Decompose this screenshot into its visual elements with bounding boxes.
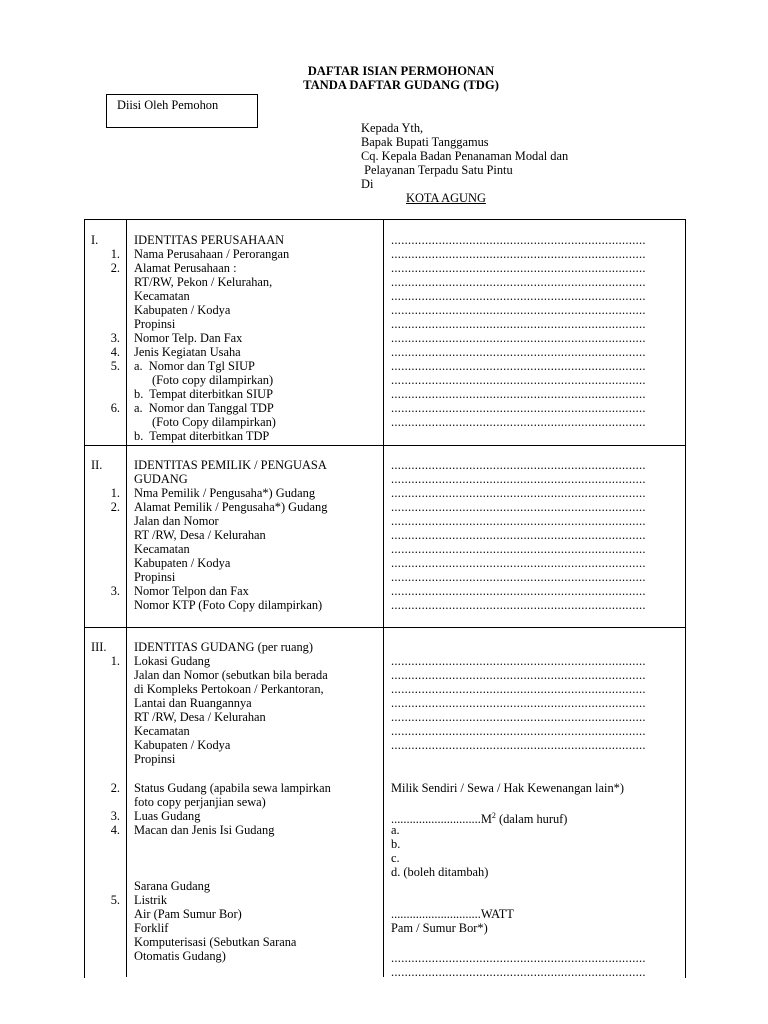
fill-in-line[interactable]: ........................................................................... xyxy=(391,738,646,752)
field-label: Alamat Perusahaan : xyxy=(134,261,237,275)
field-label: Nma Pemilik / Pengusaha*) Gudang xyxy=(134,486,316,500)
fill-in-line[interactable]: ........................................................................... xyxy=(391,317,646,331)
field-label: Lantai dan Ruangannya xyxy=(134,696,252,710)
section-1-heading: IDENTITAS PERUSAHAAN xyxy=(134,233,285,247)
field-label: Nomor KTP (Foto Copy dilampirkan) xyxy=(134,598,323,612)
field-label: Propinsi xyxy=(134,317,176,331)
fill-in-line[interactable]: ........................................................................... xyxy=(391,486,646,500)
item-number: 2. xyxy=(110,500,120,514)
column-divider-1 xyxy=(126,219,127,977)
field-label: a. Nomor dan Tgl SIUP xyxy=(134,359,255,373)
fill-in-line[interactable]: ........................................................................... xyxy=(391,598,646,612)
section-divider-1 xyxy=(84,445,685,446)
section-2-heading: IDENTITAS PEMILIK / PENGUASA xyxy=(134,458,327,472)
fill-in-line[interactable]: ........................................................................... xyxy=(391,682,646,696)
fill-in-line[interactable]: ........................................................................... xyxy=(391,696,646,710)
address-line-5: Di xyxy=(361,177,374,191)
field-label: b. Tempat diterbitkan SIUP xyxy=(134,387,273,401)
fill-in-line[interactable]: ........................................................................... xyxy=(391,233,646,247)
section-1-roman: I. xyxy=(91,233,99,247)
fill-in-line[interactable]: ........................................................................... xyxy=(391,359,646,373)
address-line-1: Kepada Yth, xyxy=(361,121,424,135)
fill-in-line[interactable]: ........................................................................... xyxy=(391,951,646,965)
fill-in-line[interactable]: ........................................................................... xyxy=(391,584,646,598)
section-divider-2 xyxy=(84,627,685,628)
item-number: 4. xyxy=(110,823,120,837)
field-label: Otomatis Gudang) xyxy=(134,949,226,963)
item-number: 1. xyxy=(110,654,120,668)
item-number: 1. xyxy=(110,486,120,500)
electricity-fill-in[interactable]: .............................WATT xyxy=(391,907,514,921)
area-fill-in[interactable] xyxy=(391,809,567,826)
status-options[interactable]: Milik Sendiri / Sewa / Hak Kewenangan lain*) xyxy=(391,781,624,795)
contents-item-a[interactable]: a. xyxy=(391,823,400,837)
column-divider-2 xyxy=(383,219,384,977)
item-number: 6. xyxy=(110,401,120,415)
fill-in-line[interactable]: ........................................................................... xyxy=(391,345,646,359)
field-label: Jenis Kegiatan Usaha xyxy=(134,345,241,359)
form-subtitle: TANDA DAFTAR GUDANG (TDG) xyxy=(303,78,499,92)
fill-in-line[interactable]: ........................................................................... xyxy=(391,528,646,542)
item-number: 3. xyxy=(110,331,120,345)
area-note: (dalam huruf) xyxy=(495,812,568,827)
field-label: Listrik xyxy=(134,893,168,907)
field-label: Propinsi xyxy=(134,752,176,766)
fill-in-line[interactable]: ........................................................................... xyxy=(391,275,646,289)
item-number: 5. xyxy=(110,359,120,373)
field-label: Sarana Gudang xyxy=(134,879,211,893)
fill-in-line[interactable]: ........................................................................... xyxy=(391,387,646,401)
item-number: 2. xyxy=(110,261,120,275)
fill-in-line[interactable]: ........................................................................... xyxy=(391,458,646,472)
field-label: RT/RW, Pekon / Kelurahan, xyxy=(134,275,273,289)
field-label: Jalan dan Nomor (sebutkan bila berada xyxy=(134,668,328,682)
field-label: Jalan dan Nomor xyxy=(134,514,219,528)
item-number: 1. xyxy=(110,247,120,261)
fill-in-line[interactable]: ........................................................................... xyxy=(391,415,646,429)
field-note: (Foto copy dilampirkan) xyxy=(152,373,274,387)
field-label: foto copy perjanjian sewa) xyxy=(134,795,266,809)
field-label: Air (Pam Sumur Bor) xyxy=(134,907,242,921)
field-label: Kabupaten / Kodya xyxy=(134,303,231,317)
item-number: 3. xyxy=(110,584,120,598)
fill-in-line[interactable]: ........................................................................... xyxy=(391,373,646,387)
item-number: 5. xyxy=(110,893,120,907)
fill-in-line[interactable]: ........................................................................... xyxy=(391,500,646,514)
fill-in-line[interactable]: ........................................................................... xyxy=(391,965,646,979)
field-label: Alamat Pemilik / Pengusaha*) Gudang xyxy=(134,500,328,514)
water-options[interactable]: Pam / Sumur Bor*) xyxy=(391,921,488,935)
fill-in-line[interactable]: ........................................................................... xyxy=(391,331,646,345)
field-label: Forklif xyxy=(134,921,169,935)
field-label: Lokasi Gudang xyxy=(134,654,211,668)
contents-item-b[interactable]: b. xyxy=(391,837,401,851)
field-label: a. Nomor dan Tanggal TDP xyxy=(134,401,274,415)
section-3-heading: IDENTITAS GUDANG (per ruang) xyxy=(134,640,313,654)
fill-in-line[interactable]: ........................................................................... xyxy=(391,472,646,486)
form-title: DAFTAR ISIAN PERMOHONAN xyxy=(307,64,495,78)
field-label: RT /RW, Desa / Kelurahan xyxy=(134,710,266,724)
field-label: Macan dan Jenis Isi Gudang xyxy=(134,823,275,837)
fill-in-line[interactable]: ........................................................................... xyxy=(391,710,646,724)
fill-in-line[interactable]: ........................................................................... xyxy=(391,401,646,415)
fill-in-line[interactable]: ........................................................................... xyxy=(391,514,646,528)
fill-in-line[interactable]: ........................................................................... xyxy=(391,261,646,275)
field-label: Nomor Telp. Dan Fax xyxy=(134,331,243,345)
fill-in-line[interactable]: ........................................................................... xyxy=(391,289,646,303)
address-line-3: Cq. Kepala Badan Penanaman Modal dan xyxy=(361,149,569,163)
section-2-heading-cont: GUDANG xyxy=(134,472,188,486)
contents-item-c[interactable]: c. xyxy=(391,851,400,865)
field-label: Status Gudang (apabila sewa lampirkan xyxy=(134,781,331,795)
section-2-roman: II. xyxy=(91,458,103,472)
field-label: Kecamatan xyxy=(134,724,190,738)
item-number: 2. xyxy=(110,781,120,795)
fill-in-line[interactable]: ........................................................................... xyxy=(391,303,646,317)
address-line-4: Pelayanan Terpadu Satu Pintu xyxy=(361,163,513,177)
field-label: Luas Gudang xyxy=(134,809,201,823)
field-label: Kabupaten / Kodya xyxy=(134,556,231,570)
field-label: Komputerisasi (Sebutkan Sarana xyxy=(134,935,297,949)
field-note: (Foto Copy dilampirkan) xyxy=(152,415,276,429)
fill-in-line[interactable]: ........................................................................... xyxy=(391,247,646,261)
area-dots: .............................M xyxy=(391,812,492,827)
item-number: 4. xyxy=(110,345,120,359)
item-number: 3. xyxy=(110,809,120,823)
field-label: RT /RW, Desa / Kelurahan xyxy=(134,528,266,542)
field-label: Nama Perusahaan / Perorangan xyxy=(134,247,290,261)
address-line-2: Bapak Bupati Tanggamus xyxy=(361,135,489,149)
fill-in-line[interactable]: ........................................................................... xyxy=(391,570,646,584)
filled-by-label: Diisi Oleh Pemohon xyxy=(117,98,219,112)
fill-in-line[interactable]: ........................................................................... xyxy=(391,654,646,668)
field-label: Kecamatan xyxy=(134,542,190,556)
field-label: Propinsi xyxy=(134,570,176,584)
field-label: Nomor Telpon dan Fax xyxy=(134,584,249,598)
filled-by-box xyxy=(106,94,258,128)
field-label: di Kompleks Pertokoan / Perkantoran, xyxy=(134,682,324,696)
field-label: b. Tempat diterbitkan TDP xyxy=(134,429,270,443)
area-unit-exponent: 2 xyxy=(491,811,496,820)
fill-in-line[interactable]: ........................................................................... xyxy=(391,542,646,556)
contents-item-d[interactable]: d. (boleh ditambah) xyxy=(391,865,489,879)
field-label: Kabupaten / Kodya xyxy=(134,738,231,752)
fill-in-line[interactable]: ........................................................................... xyxy=(391,668,646,682)
fill-in-line[interactable]: ........................................................................... xyxy=(391,724,646,738)
fill-in-line[interactable]: ........................................................................... xyxy=(391,556,646,570)
field-label: Kecamatan xyxy=(134,289,190,303)
address-city: KOTA AGUNG xyxy=(406,191,486,205)
section-3-roman: III. xyxy=(91,640,107,654)
